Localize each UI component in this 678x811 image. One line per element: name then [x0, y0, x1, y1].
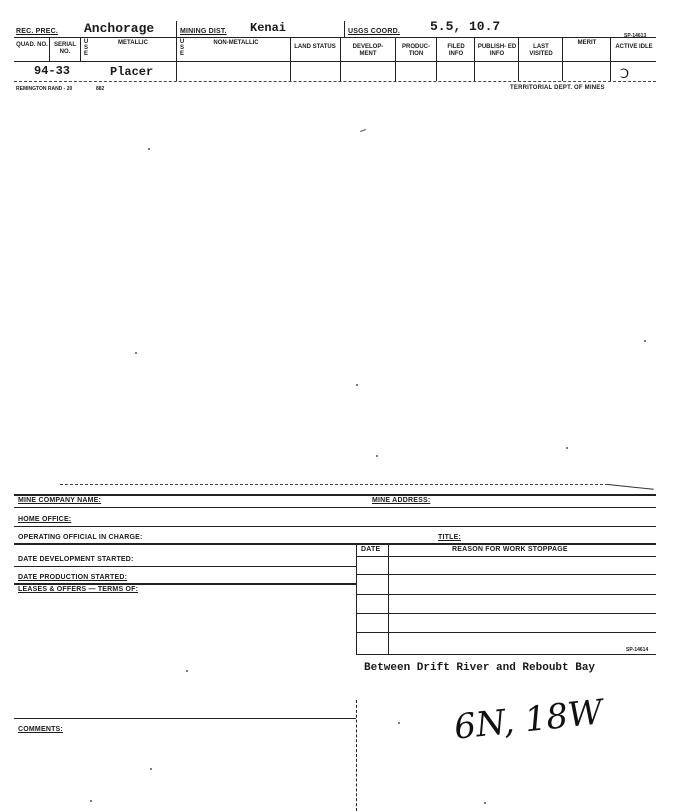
speck — [90, 800, 92, 802]
col-production: PRODUC- TION — [402, 44, 430, 57]
col-merit: MERIT — [577, 40, 597, 46]
speck — [360, 129, 366, 132]
col-quad-no: QUAD. NO. — [16, 42, 48, 48]
production-rule — [14, 583, 356, 585]
col-published-info: PUBLISH- ED INFO — [477, 44, 517, 57]
col-land-status: LAND STATUS — [294, 44, 336, 50]
active-idle-mark: Ↄ — [620, 66, 630, 81]
official-rule — [14, 543, 656, 545]
rec-prec-value: Anchorage — [84, 21, 155, 36]
remington-label: REMINGTON RAND - 20 — [16, 86, 73, 92]
col-use-nonmetallic: U S E — [179, 39, 185, 57]
mine-address-label: MINE ADDRESS: — [372, 497, 431, 504]
home-office-rule — [14, 526, 656, 527]
handwritten-township: 6N, 18W — [452, 692, 605, 748]
location-note: Between Drift River and Reboubt Bay — [364, 662, 596, 674]
divider-last-merit — [562, 38, 563, 81]
speck — [186, 670, 188, 672]
mining-dist-label: MINING DIST. — [180, 28, 227, 35]
form-number-top: SP-14613 — [624, 33, 647, 39]
col-use-metallic: U S E — [83, 39, 89, 57]
speck — [398, 722, 400, 724]
stoppage-reason-header: REASON FOR WORK STOPPAGE — [452, 546, 568, 553]
stoppage-row-rule — [356, 594, 656, 595]
comments-divider — [356, 700, 357, 811]
comments-label: COMMENTS: — [18, 726, 63, 733]
header-rule-top — [14, 37, 656, 38]
speck — [644, 340, 646, 342]
divider-filed-pub — [474, 38, 475, 81]
col-last-visited: LAST VISITED — [529, 44, 553, 57]
form-number-bottom: SP-14614 — [626, 647, 649, 653]
stoppage-row-rule — [356, 632, 656, 633]
col-metallic: METALLIC — [118, 40, 148, 46]
stoppage-row-rule — [356, 654, 656, 655]
operating-official-label: OPERATING OFFICIAL IN CHARGE: — [18, 534, 143, 541]
col-non-metallic: NON-METALLIC — [213, 40, 259, 46]
home-office-label: HOME OFFICE: — [18, 516, 72, 523]
divider-dist-coord — [344, 21, 345, 38]
speck — [135, 352, 137, 354]
col-active-idle: ACTIVE IDLE — [615, 44, 653, 50]
company-rule-bottom — [14, 507, 656, 508]
lower-form-dashed-top — [60, 484, 608, 485]
speck — [484, 802, 486, 804]
header-rule-bottom — [14, 81, 656, 82]
header-rule-mid — [14, 61, 656, 62]
stoppage-row-rule — [356, 574, 656, 575]
speck — [566, 447, 568, 449]
rec-prec-label: REC. PREC. — [16, 28, 59, 35]
col-development: DEVELOP- MENT — [352, 44, 384, 57]
stoppage-date-header: DATE — [361, 546, 381, 553]
stoppage-row-rule — [356, 613, 656, 614]
stoppage-header-rule — [356, 556, 656, 557]
divider-prod-filed — [436, 38, 437, 81]
speck — [376, 455, 378, 457]
divider-serial-use — [80, 38, 81, 61]
lower-form-tail — [608, 484, 654, 490]
divider-dev-prod — [395, 38, 396, 81]
remington-code: 882 — [96, 86, 105, 92]
usgs-coord-label: USGS COORD. — [348, 28, 400, 35]
mine-company-name-label: MINE COMPANY NAME: — [18, 497, 102, 504]
comments-rule — [14, 718, 356, 719]
quad-serial-value: 94-33 — [34, 64, 71, 78]
divider-merit-active — [610, 38, 611, 81]
date-production-label: DATE PRODUCTION STARTED: — [18, 574, 128, 581]
dept-label: TERRITORIAL DEPT. OF MINES — [510, 85, 605, 91]
metallic-value: Placer — [110, 65, 154, 79]
divider-rec-dist — [176, 21, 177, 81]
leases-label: LEASES & OFFERS — TERMS OF: — [18, 586, 139, 593]
divider-nonmet-land — [290, 38, 291, 81]
col-serial-no: SERIAL NO. — [53, 42, 76, 55]
speck — [148, 148, 150, 150]
stoppage-left-border — [356, 543, 357, 654]
title-label: TITLE: — [438, 534, 461, 541]
date-development-label: DATE DEVELOPMENT STARTED: — [18, 556, 134, 563]
speck — [150, 768, 152, 770]
divider-pub-last — [518, 38, 519, 81]
divider-land-dev — [340, 38, 341, 81]
usgs-coord-value: 5.5, 10.7 — [430, 19, 501, 34]
col-filed-info: FILED INFO — [447, 44, 465, 57]
company-rule-top — [14, 494, 656, 496]
development-rule — [14, 566, 356, 567]
speck — [356, 384, 358, 386]
stoppage-date-divider — [388, 543, 389, 654]
mining-dist-value: Kenai — [250, 21, 287, 35]
